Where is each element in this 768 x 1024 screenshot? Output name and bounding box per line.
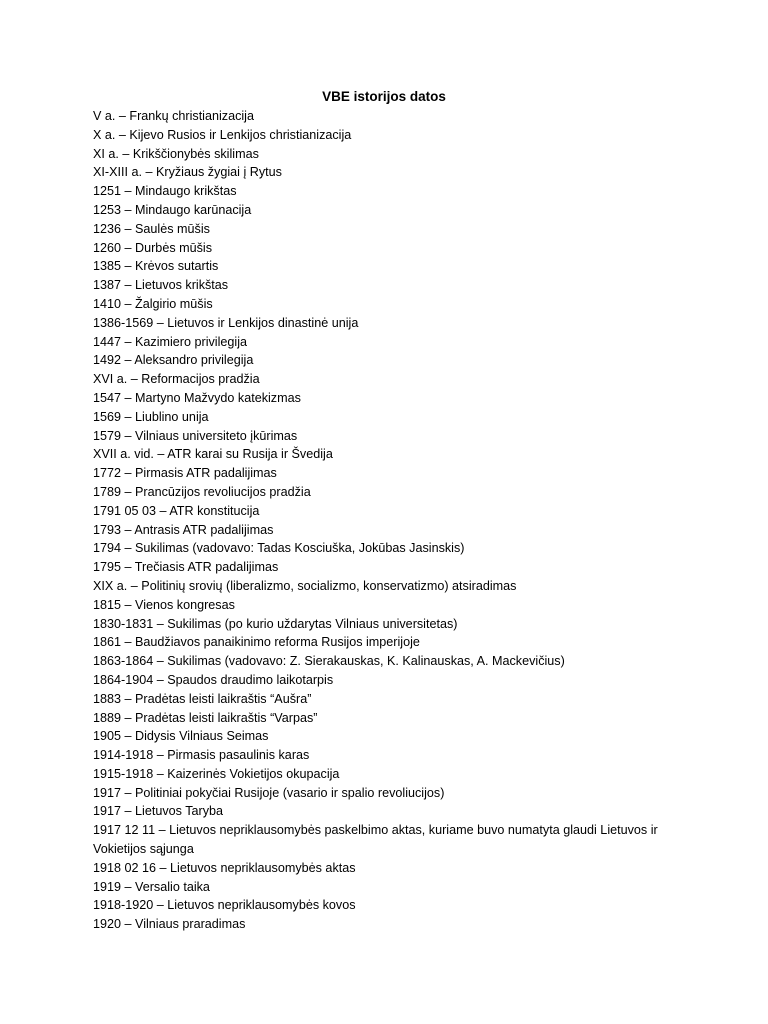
date-entry: 1386-1569 – Lietuvos ir Lenkijos dinastinė unija <box>93 315 359 330</box>
date-entry: 1236 – Saulės mūšis <box>93 221 210 236</box>
date-entry: XVII a. vid. – ATR karai su Rusija ir Švedija <box>93 447 333 462</box>
date-entry: XI a. – Krikščionybės skilimas <box>93 146 259 161</box>
date-entry: 1919 – Versalio taika <box>93 879 210 894</box>
date-entry: 1863-1864 – Sukilimas (vadovavo: Z. Sierakauskas, K. Kalinauskas, A. Mackevičius) <box>93 654 565 669</box>
date-entry: 1889 – Pradėtas leisti laikraštis “Varpas” <box>93 710 318 725</box>
date-entry: 1915-1918 – Kaizerinės Vokietijos okupacija <box>93 766 340 781</box>
date-entry: 1830-1831 – Sukilimas (po kurio uždarytas Vilniaus universitetas) <box>93 616 458 631</box>
date-entry: 1772 – Pirmasis ATR padalijimas <box>93 466 277 481</box>
date-entry: 1251 – Mindaugo krikštas <box>93 184 237 199</box>
date-list <box>93 107 683 934</box>
date-entry: 1795 – Trečiasis ATR padalijimas <box>93 560 279 575</box>
date-entry: 1815 – Vienos kongresas <box>93 597 235 612</box>
date-entry: 1569 – Liublino unija <box>93 409 209 424</box>
date-entry: X a. – Kijevo Rusios ir Lenkijos christianizacija <box>93 127 352 142</box>
date-entry: 1918-1920 – Lietuvos nepriklausomybės kovos <box>93 898 356 913</box>
date-entry: 1917 – Lietuvos Taryba <box>93 804 223 819</box>
date-entry: 1917 12 11 – Lietuvos nepriklausomybės paskelbimo aktas, kuriame buvo numatyta glaudi Lietuvos ir Vokietijos sąjunga <box>93 823 658 857</box>
date-entry: 1794 – Sukilimas (vadovavo: Tadas Kosciuška, Jokūbas Jasinskis) <box>93 541 465 556</box>
date-entry: XIX a. – Politinių srovių (liberalizmo, socializmo, konservatizmo) atsiradimas <box>93 578 517 593</box>
date-entry: 1789 – Prancūzijos revoliucijos pradžia <box>93 484 311 499</box>
date-entry: 1492 – Aleksandro privilegija <box>93 353 254 368</box>
date-entry: 1387 – Lietuvos krikštas <box>93 278 229 293</box>
date-entry: 1864-1904 – Spaudos draudimo laikotarpis <box>93 672 334 687</box>
date-entry: V a. – Frankų christianizacija <box>93 109 254 123</box>
date-entry: 1410 – Žalgirio mūšis <box>93 296 213 311</box>
date-entry: 1914-1918 – Pirmasis pasaulinis karas <box>93 748 310 763</box>
date-entry: 1791 05 03 – ATR konstitucija <box>93 503 260 518</box>
date-entry: 1905 – Didysis Vilniaus Seimas <box>93 729 269 744</box>
date-entry: 1447 – Kazimiero privilegija <box>93 334 248 349</box>
date-entry: 1918 02 16 – Lietuvos nepriklausomybės aktas <box>93 860 356 875</box>
date-entry: 1385 – Krėvos sutartis <box>93 259 219 274</box>
date-entry: 1260 – Durbės mūšis <box>93 240 213 255</box>
date-entry: 1579 – Vilniaus universiteto įkūrimas <box>93 428 298 443</box>
date-entry: 1253 – Mindaugo karūnacija <box>93 202 252 217</box>
date-entry: XVI a. – Reformacijos pradžia <box>93 372 260 387</box>
document-title: VBE istorijos datos <box>322 89 446 104</box>
date-entry: 1793 – Antrasis ATR padalijimas <box>93 522 274 537</box>
date-entry: 1917 – Politiniai pokyčiai Rusijoje (vasario ir spalio revoliucijos) <box>93 785 445 800</box>
date-entry: 1861 – Baudžiavos panaikinimo reforma Rusijos imperijoje <box>93 635 420 650</box>
date-entry: 1883 – Pradėtas leisti laikraštis “Aušra” <box>93 691 312 706</box>
date-entry: 1547 – Martyno Mažvydo katekizmas <box>93 390 301 405</box>
date-entry: XI-XIII a. – Kryžiaus žygiai į Rytus <box>93 165 282 180</box>
date-entry: 1920 – Vilniaus praradimas <box>93 917 246 932</box>
